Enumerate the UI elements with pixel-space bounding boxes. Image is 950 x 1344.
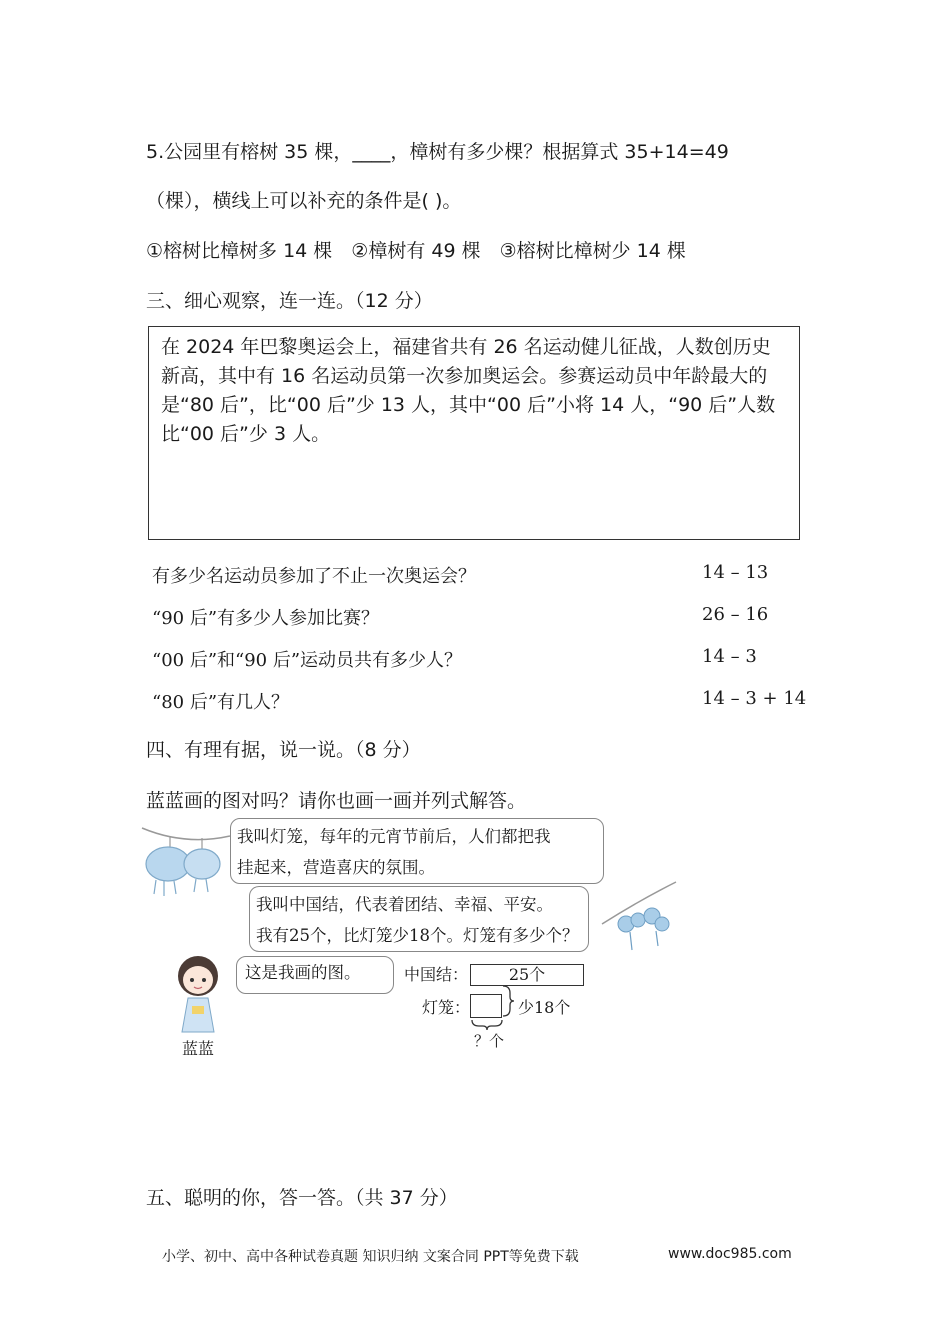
lantern-bar	[470, 994, 502, 1018]
match-expression-4[interactable]: 14 – 3 + 14	[702, 688, 807, 709]
passage-box	[148, 326, 800, 540]
section3-title: 三、细心观察，连一连。（12 分）	[146, 290, 433, 312]
lantern-speech-bubble	[230, 818, 604, 884]
lantern-illustration	[140, 822, 232, 900]
match-question-3[interactable]: “00 后”和“90 后”运动员共有多少人？	[152, 650, 463, 671]
q5-line1: 5.公园里有榕树 35 棵，____，樟树有多少棵？根据算式 35+14=49	[146, 141, 729, 163]
knot-bubble-line1: 我叫中国结，代表着团结、幸福、平安。	[256, 895, 553, 914]
passage-text: 在 2024 年巴黎奥运会上，福建省共有 26 名运动健儿征战，人数创历史新高，其中有 16 名运动员第一次参加奥运会。参赛运动员中年龄最大的是“80 后”，比“00 后”少 13 人，其中“00 后”小将 14 人，“90 后”人数比“00 后”少 3 人。	[161, 336, 776, 445]
match-expression-1[interactable]: 14 – 13	[702, 562, 769, 583]
footer-url[interactable]: www.doc985.com	[668, 1246, 792, 1262]
knot-speech-bubble	[249, 886, 589, 952]
girl-name: 蓝蓝	[182, 1039, 215, 1058]
knot-bubble-line2: 我有25个，比灯笼少18个。灯笼有多少个？	[256, 926, 579, 945]
knot-value: 25个	[508, 965, 546, 984]
less-brace	[500, 984, 516, 1018]
less-label: 少18个	[518, 998, 571, 1017]
match-expression-3[interactable]: 14 – 3	[702, 646, 757, 667]
lantern-bubble-line2: 挂起来，营造喜庆的氛围。	[237, 858, 435, 877]
match-question-2[interactable]: “90 后”有多少人参加比赛？	[152, 608, 380, 629]
footer-text: 小学、初中、高中各种试卷真题 知识归纳 文案合同 PPT等免费下载	[162, 1249, 579, 1265]
girl-speech-bubble	[236, 956, 394, 994]
lantern-label: 灯笼：	[422, 998, 471, 1017]
girl-illustration	[168, 952, 228, 1040]
section4-prompt: 蓝蓝画的图对吗？请你也画一画并列式解答。	[146, 790, 527, 812]
q5-line2: （棵），横线上可以补充的条件是( )。	[146, 190, 462, 212]
section5-title: 五、聪明的你，答一答。（共 37 分）	[146, 1187, 458, 1209]
match-question-1[interactable]: 有多少名运动员参加了不止一次奥运会？	[152, 566, 476, 587]
match-question-4[interactable]: “80 后”有几人？	[152, 692, 290, 713]
match-expression-2[interactable]: 26 – 16	[702, 604, 769, 625]
q5-options: ①榕树比樟树多 14 棵 ②樟树有 49 棵 ③榕树比樟树少 14 棵	[146, 240, 686, 262]
lantern-bubble-line1: 我叫灯笼，每年的元宵节前后，人们都把我	[237, 827, 551, 846]
girl-bubble-text: 这是我画的图。	[245, 963, 361, 982]
question-label: ？个	[474, 1032, 505, 1050]
knot-label: 中国结：	[404, 965, 469, 984]
section4-title: 四、有理有据，说一说。（8 分）	[146, 739, 421, 761]
chinese-knot-illustration	[600, 880, 680, 958]
